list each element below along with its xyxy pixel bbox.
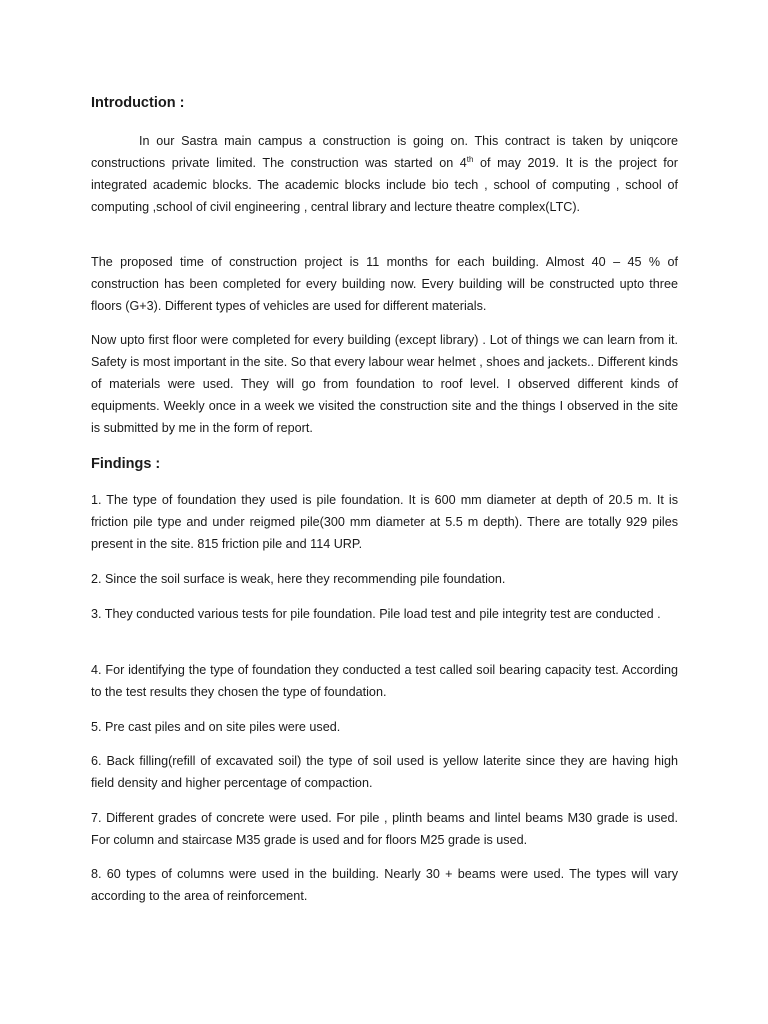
intro-paragraph-2-text: The proposed time of construction project is 11 months for each building. Almost 40 – 45 % of construction has been completed for every building now. Every building will be constructed upto three floors (G+3). Different types of vehicles are used for different materials. — [91, 255, 678, 313]
finding-item-6 — [91, 750, 678, 794]
findings-heading: Findings : — [91, 456, 161, 472]
finding-item-text: 5. Pre cast piles and on site piles were used. — [91, 720, 341, 734]
finding-item-text: 4. For identifying the type of foundation they conducted a test called soil bearing capacity test. According to the test results they chosen the type of foundation. — [91, 663, 678, 699]
finding-item-4 — [91, 659, 678, 703]
intro-paragraph-1-text-a: In our Sastra main campus a construction is going on. This contract is taken by uniqcore constructions private limited. The construction was started on 4 — [91, 134, 678, 170]
intro-paragraph-2 — [91, 251, 678, 317]
intro-paragraph-1 — [91, 130, 678, 218]
finding-item-text: 1. The type of foundation they used is pile foundation. It is 600 mm diameter at depth of 20.5 m. It is friction pile type and under reigmed pile(300 mm diameter at 5.5 m depth). There are totally 929 piles present in the site. 815 friction pile and 114 URP. — [91, 493, 678, 551]
finding-item-text: 8. 60 types of columns were used in the building. Nearly 30 + beams were used. The types will vary according to the area of reinforcement. — [91, 867, 678, 903]
finding-item-5 — [91, 716, 678, 738]
finding-item-text: 6. Back filling(refill of excavated soil) the type of soil used is yellow laterite since they are having high field density and higher percentage of compaction. — [91, 754, 678, 790]
finding-item-3 — [91, 603, 678, 625]
finding-item-text: 3. They conducted various tests for pile foundation. Pile load test and pile integrity test are conducted . — [91, 607, 661, 621]
finding-item-7 — [91, 807, 678, 851]
finding-item-8 — [91, 863, 678, 907]
intro-paragraph-3 — [91, 329, 678, 439]
finding-item-text: 7. Different grades of concrete were used. For pile , plinth beams and lintel beams M30 grade is used. For column and staircase M35 grade is used and for floors M25 grade is used. — [91, 811, 678, 847]
finding-item-1 — [91, 489, 678, 555]
finding-item-2 — [91, 568, 678, 590]
intro-paragraph-3-text: Now upto first floor were completed for every building (except library) . Lot of things we can learn from it. Safety is most important in the site. So that every labour wear helmet , shoes and jackets.. Different kinds of materials were used. They will go from foundation to roof level. I observed different kinds of equipments. Weekly once in a week we visited the construction site and the things I observed in the site is submitted by me in the form of report. — [91, 333, 678, 435]
introduction-heading: Introduction : — [91, 95, 185, 111]
intro-paragraph-1-text-b: of may 2019. It is the project for integrated academic blocks. The academic blocks include bio tech , school of computing , school of computing ,school of civil engineering , central library and lecture theatre complex(LTC). — [91, 156, 678, 214]
ordinal-superscript: th — [466, 154, 474, 164]
finding-item-text: 2. Since the soil surface is weak, here they recommending pile foundation. — [91, 572, 506, 586]
